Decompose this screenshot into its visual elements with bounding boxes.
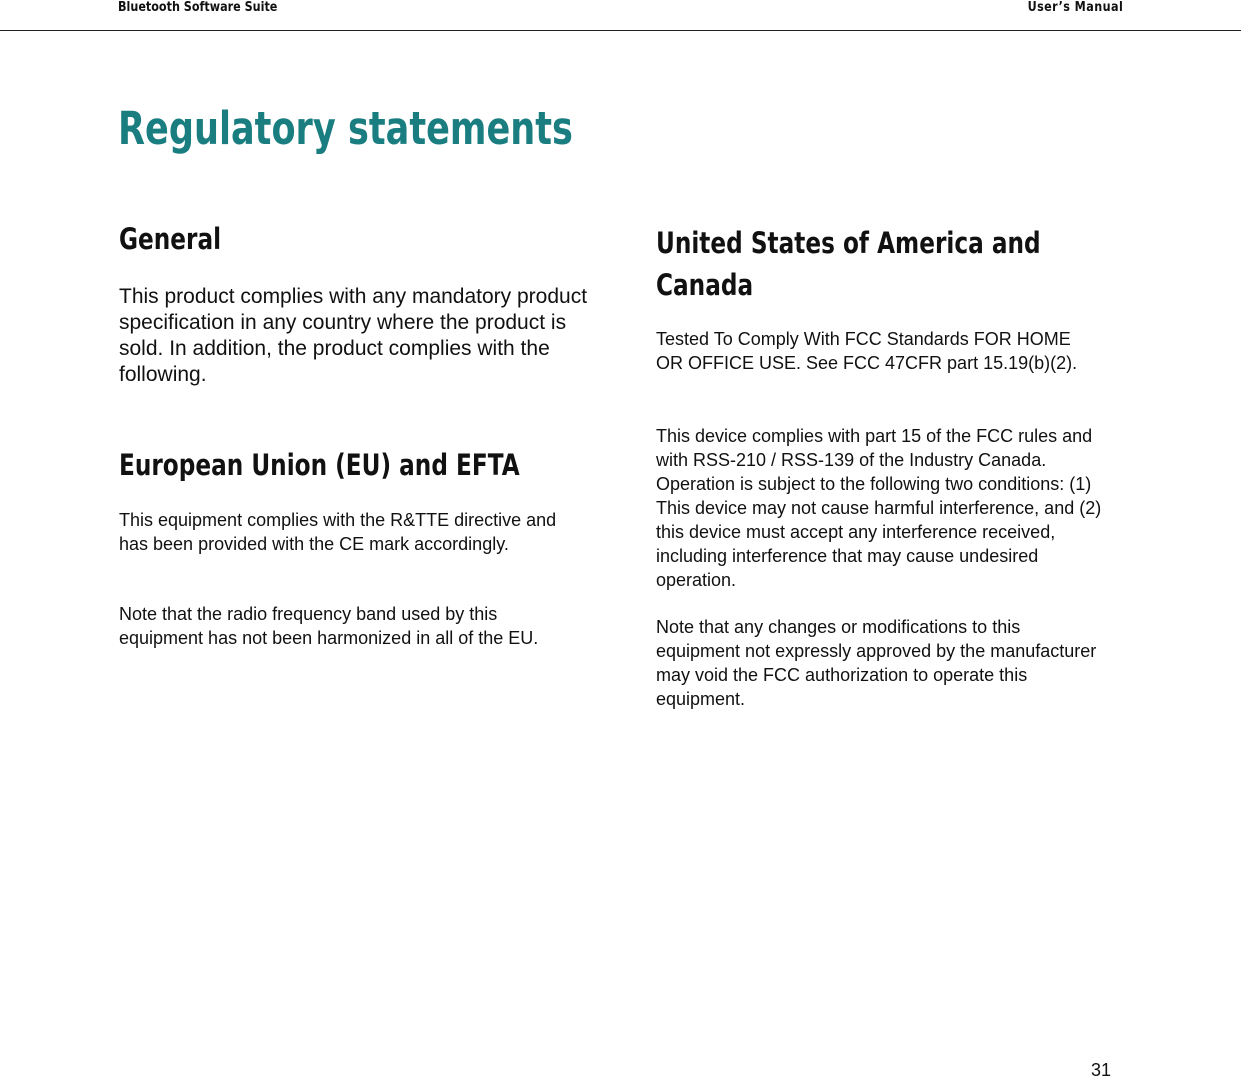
document-name: Bluetooth Software Suite <box>118 0 278 15</box>
eu-paragraph-radio-band: Note that the radio frequency band used by this equipment has not been harmonized in all of the EU. <box>119 604 539 648</box>
page-number: 31 <box>1090 1060 1111 1080</box>
eu-paragraph-ce-mark: This equipment complies with the R&TTE directive and has been provided with the CE mark accordingly. <box>119 510 557 554</box>
page-title: Regulatory statements <box>118 102 573 155</box>
fcc-modifications-paragraph: Note that any changes or modifications to this equipment not expressly approved by the manufacturer may void the FCC authorization to operate this equipment. <box>656 617 1097 709</box>
fcc-part15-paragraph: This device complies with part 15 of the FCC rules and with RSS-210 / RSS-139 of the Industry Canada. Operation is subject to the following two conditions: (1) This device may not cause harmful interference, and (2) this device must accept any interference received, including interference that may cause undesired operation. <box>656 426 1102 590</box>
general-heading: General <box>119 222 222 256</box>
usa-canada-heading-line2: Canada <box>656 268 754 302</box>
running-header <box>0 0 1241 31</box>
eu-heading: European Union (EU) and EFTA <box>119 448 520 482</box>
fcc-standards-paragraph: Tested To Comply With FCC Standards FOR HOME OR OFFICE USE. See FCC 47CFR part 15.19(b)(2). <box>656 329 1078 373</box>
manual-label: User’s Manual <box>1027 0 1123 15</box>
general-paragraph: This product complies with any mandatory product specification in any country where the product is sold. In addition, the product complies with the following. <box>119 285 588 386</box>
usa-canada-heading-line1: United States of America and <box>656 226 1041 260</box>
